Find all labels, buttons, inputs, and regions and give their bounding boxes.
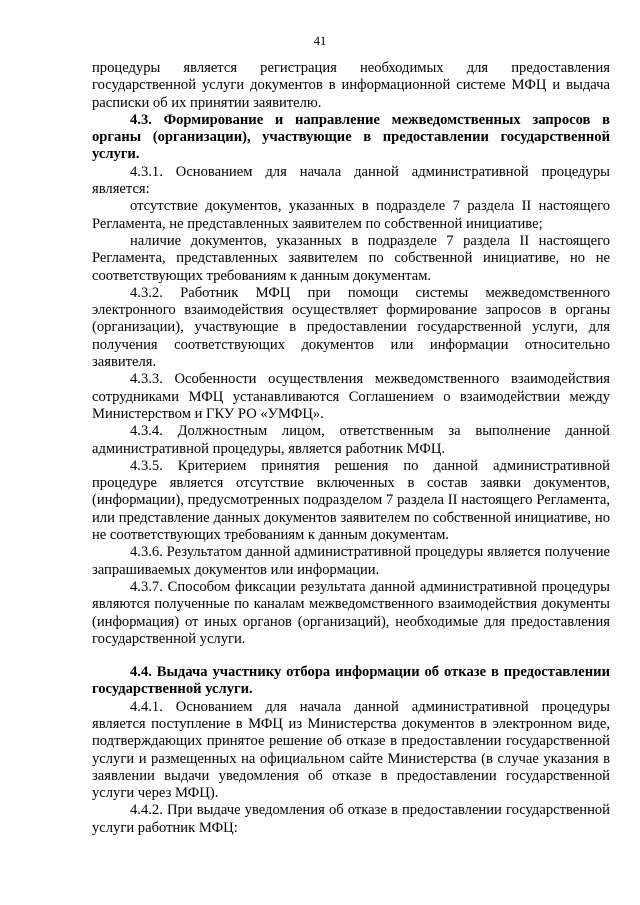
paragraph-4-3-5: 4.3.5. Критерием принятия решения по данной административной процедуре является отсутствие включенных в состав заявки документов, (информации), предусмотренных подразделом 7 раздела II настоящего Регламента, или представление данных документов заявителем по собственной инициативе, но не соответствующих требованиям к данным документам. <box>92 457 610 544</box>
list-item-absence: отсутствие документов, указанных в подразделе 7 раздела II настоящего Регламента, не представленных заявителем по собственной инициативе; <box>92 198 610 232</box>
paragraph-4-4-2: 4.4.2. При выдаче уведомления об отказе в предоставлении государственной услуги работник МФЦ: <box>92 802 610 836</box>
paragraph-4-3-3: 4.3.3. Особенности осуществления межведомственного взаимодействия сотрудниками МФЦ устанавливаются Соглашением о взаимодействии между Министерством и ГКУ РО «УМФЦ». <box>92 371 610 422</box>
paragraph-4-3-6: 4.3.6. Результатом данной административной процедуры является получение запрашиваемых документов или информации. <box>92 544 610 578</box>
section-heading-4-4: 4.4. Выдача участнику отбора информации об отказе в предоставлении государственной услуги. <box>92 664 610 698</box>
paragraph-4-4-1: 4.4.1. Основанием для начала данной административной процедуры является поступление в МФЦ из Министерства документов в электронном виде, подтверждающих принятое решение об отказе в предоставлении государственной услуги и размещенных на официальном сайте Министерства (в случае указания в заявлении выдачи уведомления об отказе в предоставлении государственной услуги через МФЦ). <box>92 698 610 802</box>
page-number: 41 <box>313 34 327 48</box>
paragraph-4-3-7: 4.3.7. Способом фиксации результата данной административной процедуры являются полученные по каналам межведомственного взаимодействия документы (информация) от иных органов (организаций), необходимые для предоставления государственной услуги. <box>92 578 610 647</box>
document-body <box>92 60 610 837</box>
paragraph-4-3-4: 4.3.4. Должностным лицом, ответственным за выполнение данной административной процедуры, является работник МФЦ. <box>92 423 610 457</box>
paragraph-4-3-1: 4.3.1. Основанием для начала данной административной процедуры является: <box>92 163 610 198</box>
list-item-presence: наличие документов, указанных в подразделе 7 раздела II настоящего Регламента, представленных заявителем по собственной инициативе, но не соответствующих требованиям к данным документам. <box>92 232 610 284</box>
paragraph-continuation: процедуры является регистрация необходимых для предоставления государственной услуги документов в информационной системе МФЦ и выдача расписки об их принятии заявителю. <box>92 60 610 111</box>
section-spacer <box>92 648 610 664</box>
section-heading-4-3: 4.3. Формирование и направление межведомственных запросов в органы (организации), участвующие в предоставлении государственной услуги. <box>92 111 610 163</box>
paragraph-4-3-2: 4.3.2. Работник МФЦ при помощи системы межведомственного электронного взаимодействия осуществляет формирование запросов в органы (организации), участвующие в предоставлении государственной услуги, для получения соответствующих документов или информации относительно заявителя. <box>92 284 610 371</box>
